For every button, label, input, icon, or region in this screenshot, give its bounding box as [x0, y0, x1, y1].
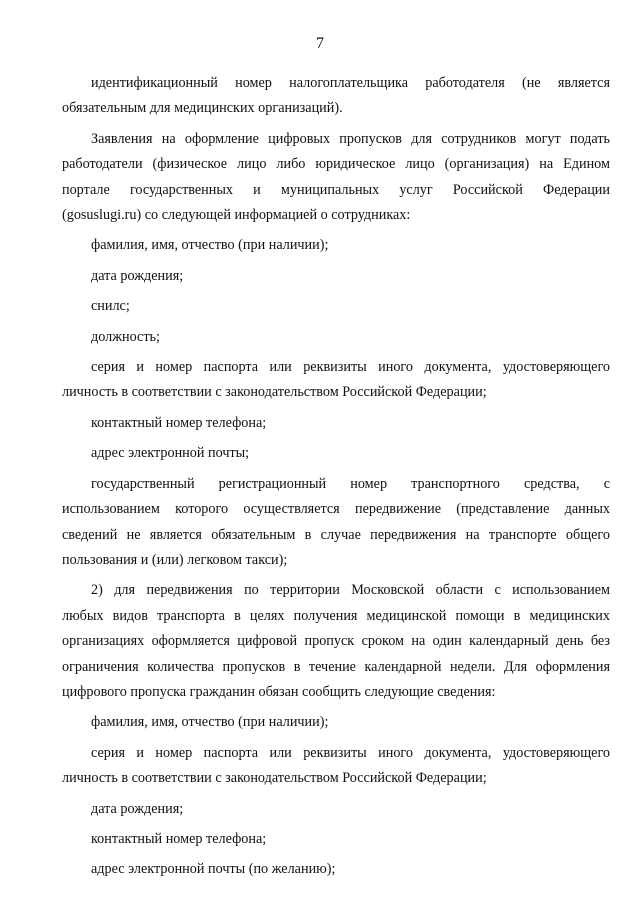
list-item-birth-date: дата рождения;	[91, 267, 184, 284]
list-item-passport-2-line-2: личность в соответствии с законодательством Российской Федерации;	[62, 770, 487, 787]
list-item-passport-line-1: серия и номер паспорта или реквизиты иного документа, удостоверяющего	[91, 359, 610, 376]
text-line-21: организациях оформляется цифровой пропуск сроком на один календарный день без	[62, 633, 610, 650]
list-item-email-2: адрес электронной почты (по желанию);	[91, 861, 336, 878]
list-item-snils: снилс;	[91, 298, 130, 315]
list-item-passport-2-line-1: серия и номер паспорта или реквизиты иного документа, удостоверяющего	[91, 744, 610, 761]
text-line-1: идентификационный номер налогоплательщика работодателя (не является	[91, 75, 610, 91]
list-item-vehicle-line-1: государственный регистрационный номер транспортного средства, с	[91, 475, 610, 492]
page-number: 7	[316, 35, 324, 52]
text-line-6: (gosuslugi.ru) со следующей информацией о сотрудниках:	[62, 207, 411, 224]
text-line-22: ограничения количества пропусков в течение календарной недели. Для оформления	[62, 658, 610, 675]
list-item-passport-line-2: личность в соответствии с законодательством Российской Федерации;	[62, 384, 487, 401]
list-item-full-name-2: фамилия, имя, отчество (при наличии);	[91, 714, 329, 731]
list-item-vehicle-line-4: пользования и (или) легковом такси);	[62, 551, 288, 568]
list-item-birth-date-2: дата рождения;	[91, 800, 184, 817]
text-line-20: любых видов транспорта в целях получения медицинской помощи в медицинских	[62, 607, 610, 624]
list-item-vehicle-line-2: использованием которого осуществляется передвижение (представление данных	[62, 501, 610, 518]
text-line-5: портале государственных и муниципальных услуг Российской Федерации	[62, 181, 610, 198]
document-body	[62, 71, 610, 883]
list-item-phone-2: контактный номер телефона;	[91, 830, 267, 847]
text-line-19: 2) для передвижения по территории Московской области с использованием	[91, 582, 610, 599]
list-item-position: должность;	[91, 328, 160, 345]
list-item-phone: контактный номер телефона;	[91, 414, 267, 431]
list-item-vehicle-line-3: сведений не является обязательным в случае передвижения на транспорте общего	[62, 526, 610, 543]
list-item-email: адрес электронной почты;	[91, 445, 250, 462]
text-line-2: обязательным для медицинских организаций).	[62, 100, 343, 117]
list-item-full-name: фамилия, имя, отчество (при наличии);	[91, 237, 329, 254]
text-line-4: работодатели (физическое лицо либо юридическое лицо (организация) на Едином	[62, 156, 610, 173]
text-line-23: цифрового пропуска гражданин обязан сообщить следующие сведения:	[62, 683, 496, 700]
text-line-3: Заявления на оформление цифровых пропусков для сотрудников могут подать	[91, 130, 610, 147]
